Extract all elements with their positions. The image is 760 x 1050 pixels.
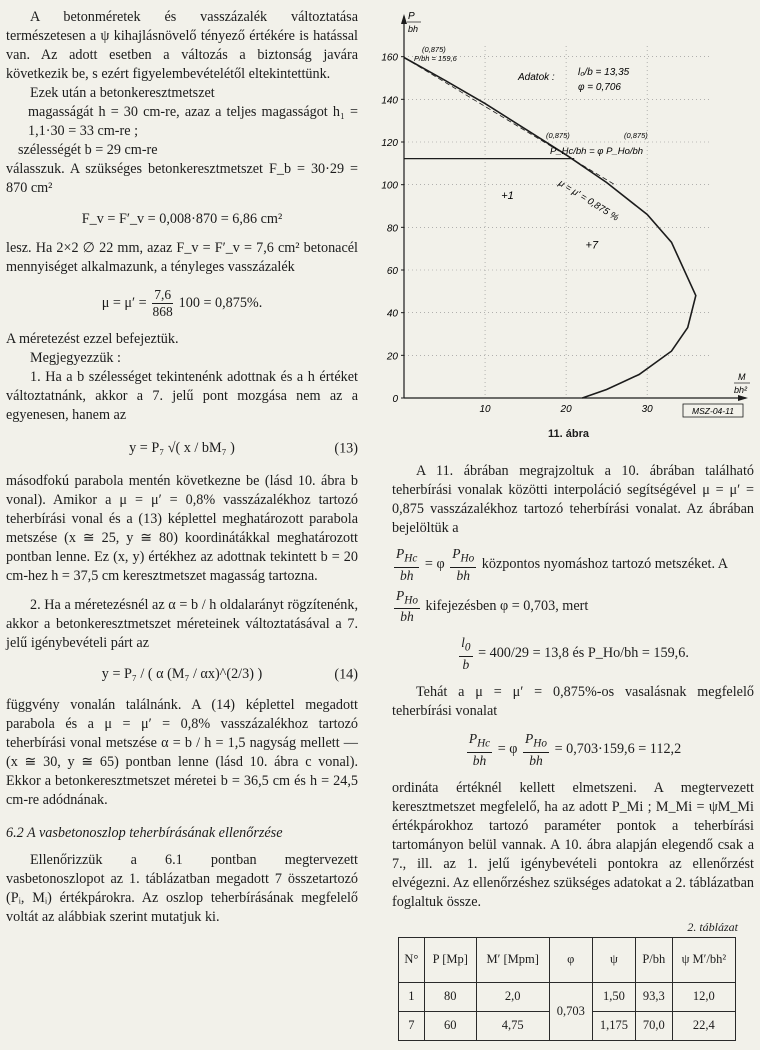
figure-11-chart — [378, 8, 754, 428]
y-tick-label: 100 — [381, 180, 398, 192]
table-header: P [Mp] — [424, 937, 476, 982]
x-axis-arrow — [738, 395, 748, 401]
annotation: (0,875) — [546, 131, 570, 140]
paragraph: A méretezést ezzel befejeztük. — [6, 331, 179, 347]
equation: F_v = F′_v = 0,008·870 = 6,86 cm² — [81, 211, 283, 227]
right-column — [392, 462, 754, 1041]
y-tick-label: 140 — [381, 95, 398, 107]
table-cell: 7 — [399, 1011, 425, 1040]
paragraph: másodfokú parabola mentén következne be (lásd 10. ábra b vonal). Amikor a μ = μ′ = 0,8% vasszázalékhoz tartozó teherbírási vonal és a (13) képlettel meghatározott parabola metszése (x ≅ 25, y ≅ 80) koordinátákkal meghatározott pontban lenne. Ez (x, y) értékhez az adottnak tekintett b = 20 cm-hez h = 37,5 cm keresztmetszet magasság tartozna. — [6, 473, 358, 584]
table-cell: 2,0 — [476, 982, 549, 1011]
annotation: (0,875) — [624, 131, 648, 140]
paragraph: Ezek után a betonkeresztmetszet — [30, 85, 215, 101]
paragraph: függvény vonalán találnánk. A (14) képlettel megadott parabola és a μ = μ′ = 0,8% vasszázalékhoz tartozó teherbírási vonal metszése α = b / h = 1,5 nagyság mellett — (x ≅ 30, y ≅ 65) pontban lenne (lásd 10. ábra c vonal). Ekkor a betonkeresztmetszet méretei b = 36,5 cm és h = 24,5 cm-re adódnának. — [6, 697, 358, 808]
paragraph: 1. Ha a b szélességet tekintenénk adottnak és a h értéket változtatnánk, akkor a 7. jelű pont mozgása nem az a egyenesen, hanem az — [6, 369, 358, 423]
y-tick-label: 20 — [386, 351, 398, 363]
paragraph: Ellenőrizzük a 6.1 pontban megtervezett vasbetonoszlopot az 1. táblázatban megadott 7 összetartozó (Pᵢ, Mᵢ) értékpárokra. Az oszlop teherbírásának megfelelő voltát az alábbiak szerint mutatjuk ki. — [6, 852, 358, 925]
y-tick-label: 60 — [386, 266, 398, 277]
table-cell: 1,175 — [592, 1011, 635, 1040]
paragraph: Tehát a μ = μ′ = 0,875%-os vasalásnak megfelelő teherbírási vonalat — [392, 684, 754, 720]
table-cell: 93,3 — [635, 982, 672, 1011]
capacity-curve — [404, 58, 696, 399]
paragraph: Megjegyezzük : — [30, 350, 121, 366]
table-header: N° — [399, 937, 425, 982]
paragraph: $\frac{P_{Ho}}{bh}$ kifejezésben φ = 0,703, mert — [396, 587, 589, 625]
paragraph: 2. Ha a méretezésnél az α = b / h oldalarányt rögzítenénk, akkor a betonkeresztmetszet méreteinek változtatásával a 7. jelű igénybevételi párt az — [6, 597, 358, 651]
paragraph: lesz. Ha 2×2 ∅ 22 mm, azaz F_v = F′_v = 7,6 cm² betonacél mennyiséget alkalmazunk, a tényleges vasszázalék — [6, 240, 358, 275]
table-2 — [398, 937, 736, 1041]
paragraph: A betonméretek és vasszázalék változtatása természetesen a ψ kihajlásnövelő tényező értékére is hatással van. Az adott esetben a változás a biztonság javára következik be, s ezért figyelembevételétől eltekintettünk. — [6, 9, 358, 82]
annotation: φ = 0,706 — [578, 82, 621, 93]
data-point-label: +1 — [501, 189, 514, 202]
x-axis-label: bh² — [734, 385, 748, 395]
y-axis-arrow — [401, 14, 407, 24]
table-cell: 70,0 — [635, 1011, 672, 1040]
table-header: M′ [Mpm] — [476, 937, 549, 982]
table-cell: 22,4 — [672, 1011, 735, 1040]
annotation: P_Hc/bh = φ P_Ho/bh — [550, 146, 644, 157]
figure-caption: 11. ábra — [548, 428, 589, 440]
table-header: ψ M′/bh² — [672, 937, 735, 982]
x-tick-label: 20 — [560, 404, 572, 415]
table-row — [399, 982, 736, 1011]
table-cell: 1,50 — [592, 982, 635, 1011]
equation-14: y = P₇ / ( α (M₇ / αx)^(2/3) ) (14) — [101, 666, 358, 682]
y-tick-label: 40 — [386, 308, 398, 320]
curve-label: μ = μ′ = 0,875 % — [556, 177, 621, 224]
y-axis-label: bh — [408, 24, 419, 34]
annotation: l₀/b = 13,35 — [578, 67, 630, 78]
y-tick-label: 120 — [381, 138, 398, 149]
table-header: φ — [549, 937, 592, 982]
left-column — [6, 8, 358, 927]
table-header: P/bh — [635, 937, 672, 982]
equation: $\frac{l_0}{b}$ = 400/29 = 13,8 és P_Ho/bh = 159,6. — [461, 635, 689, 673]
table-cell: 80 — [424, 982, 476, 1011]
table-cell: 0,703 — [549, 982, 592, 1040]
paragraph: szélességét b = 29 cm-re — [18, 142, 158, 158]
paragraph: A 11. ábrában megrajzoltuk a 10. ábrában található teherbírási vonalak közötti interpoláció segítségével μ = μ′ = 0,875 vasszázalékhoz tartozó teherbírási vonalat. Az ábrában bejelöltük a — [392, 463, 754, 536]
x-axis-label: M — [738, 372, 746, 382]
annotation: Adatok : — [518, 72, 555, 83]
table-cell: 12,0 — [672, 982, 735, 1011]
y-tick-label: 80 — [386, 223, 398, 235]
equation: $\frac{P_{Hc}}{bh}$ = φ $\frac{P_{Ho}}{bh}$ = 0,703·159,6 = 112,2 — [468, 731, 682, 768]
annotation: (0,875) — [422, 45, 446, 54]
equation: μ = μ′ = $\frac{7,6}{868}$ 100 = 0,875%. — [101, 287, 263, 319]
paragraph: ordináta értéknél kellett elmetszeni. A megtervezett keresztmetszet megfelelő, ha az adott P_Mi ; M_Mi = ψM_Mi értékpárokhoz tartozó paraméter pontok a teherbírási tartományon belül vannak. A 10. ábra alapján elegendő csak a 7., ill. az 1. jelű igénybevételi pontokra az ellenőrzést elvégezni. Az ellenőrzéshez szükséges adatokat a 2. táblázatban foglaltuk össze. — [392, 779, 755, 910]
y-tick-label: 0 — [392, 394, 398, 405]
standard-label: MSZ-04-11 — [692, 406, 734, 416]
paragraph: válasszuk. A szükséges betonkeresztmetszet F_b = 30·29 = 870 cm² — [6, 161, 358, 196]
x-tick-label: 30 — [641, 404, 653, 415]
paragraph: magasságát h = 30 cm-re, azaz a teljes magasságot h₁ = 1,1·30 = 33 cm-re ; — [28, 104, 358, 139]
table-header: ψ — [592, 937, 635, 982]
annotation: P/bh = 159,6 — [414, 54, 457, 63]
x-tick-label: 10 — [479, 404, 491, 415]
table-title: 2. táblázat — [687, 919, 738, 934]
paragraph: $\frac{P_{Hc}}{bh}$ = φ $\frac{P_{Ho}}{bh}$ központos nyomáshoz tartozó metszéket. A — [396, 546, 729, 583]
table-cell: 60 — [424, 1011, 476, 1040]
section-heading: 6.2 A vasbetonoszlop teherbírásának ellenőrzése — [6, 825, 283, 841]
y-axis-label: P — [408, 11, 415, 22]
y-tick-label: 160 — [381, 52, 398, 64]
equation-13: y = P₇ √( x / bM₇ ) (13) — [129, 440, 358, 456]
table-cell: 4,75 — [476, 1011, 549, 1040]
data-point-label: +7 — [585, 239, 599, 252]
table-cell: 1 — [399, 982, 425, 1011]
